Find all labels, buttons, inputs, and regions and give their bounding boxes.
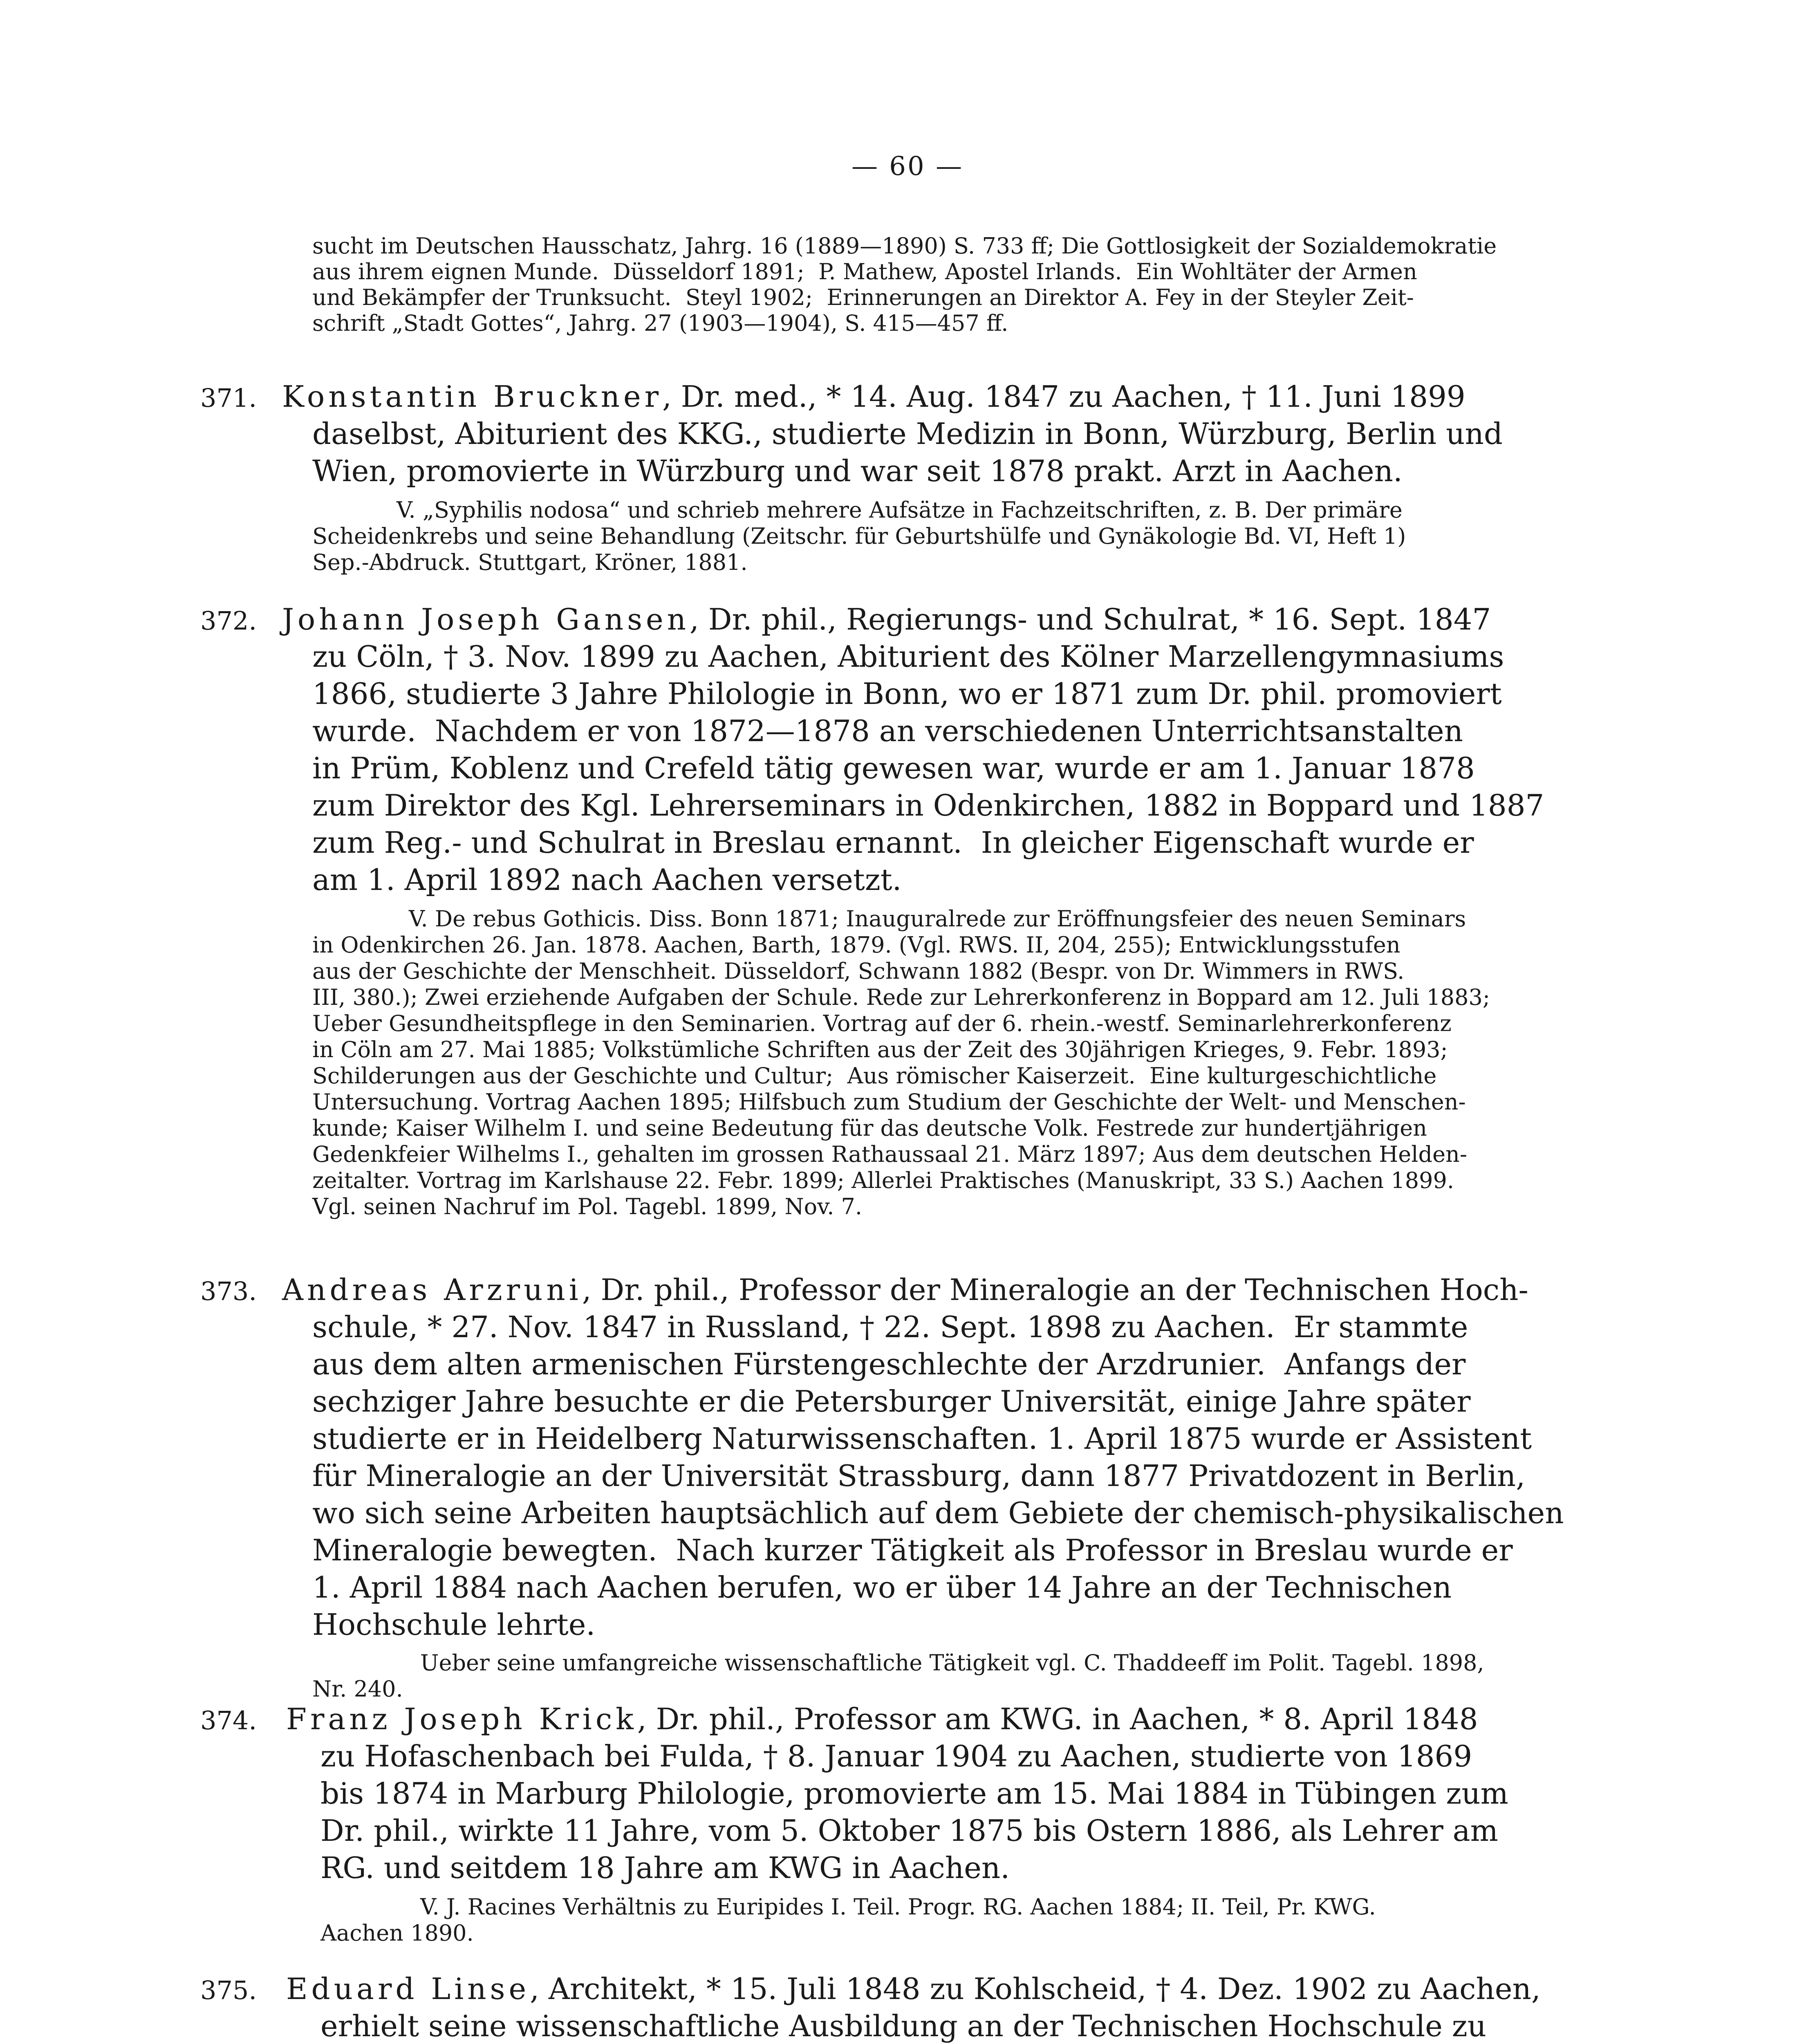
entry-number: 374.: [200, 1706, 257, 1735]
person-name: Andreas Arzruni: [282, 1273, 582, 1307]
entry-text: wo sich seine Arbeiten hauptsächlich auf dem Gebiete der chemisch-physikalischen: [312, 1496, 1564, 1530]
bib-line: kunde; Kaiser Wilhelm I. und seine Bedeutung für das deutsche Volk. Festrede zur hundertjährigen: [312, 1115, 1427, 1141]
entry-text: Wien, promovierte in Würzburg und war seit 1878 prakt. Arzt in Aachen.: [312, 454, 1403, 488]
entry-text: Hochschule lehrte.: [312, 1607, 596, 1642]
entry-text: daselbst, Abiturient des KKG., studierte Medizin in Bonn, Würzburg, Berlin und: [312, 417, 1503, 451]
entry-text: sechziger Jahre besuchte er die Petersburger Universität, einige Jahre später: [312, 1384, 1471, 1419]
bib-line: Ueber Gesundheitspflege in den Seminarien. Vortrag auf der 6. rhein.-westf. Seminarlehrerkonferenz: [312, 1011, 1452, 1036]
person-name: Franz Joseph Krick: [286, 1702, 637, 1736]
entry-text: zu Hofaschenbach bei Fulda, † 8. Januar 1904 zu Aachen, studierte von 1869: [320, 1739, 1472, 1773]
entry-text: wurde. Nachdem er von 1872—1878 an verschiedenen Unterrichtsanstalten: [312, 714, 1463, 748]
entry-text: in Prüm, Koblenz und Crefeld tätig gewesen war, wurde er am 1. Januar 1878: [312, 751, 1475, 785]
bib-line: Sep.-Abdruck. Stuttgart, Kröner, 1881.: [312, 549, 748, 575]
bib-line: Gedenkfeier Wilhelms I., gehalten im grossen Rathaussaal 21. März 1897; Aus dem deutschen Helden-: [312, 1141, 1468, 1167]
entry-text: Mineralogie bewegten. Nach kurzer Tätigkeit als Professor in Breslau wurde er: [312, 1533, 1513, 1567]
entry-text: , Dr. phil., Regierungs- und Schulrat, * 16. Sept. 1847: [690, 602, 1491, 637]
bib-line: Aachen 1890.: [320, 1920, 474, 1946]
entry-heading: [286, 1701, 1478, 1738]
bib-line: in Cöln am 27. Mai 1885; Volkstümliche Schriften aus der Zeit des 30jährigen Krieges, 9. Febr. 1893;: [312, 1037, 1448, 1062]
bib-line: aus der Geschichte der Menschheit. Düsseldorf, Schwann 1882 (Bespr. von Dr. Wimmers in RWS.: [312, 958, 1405, 984]
entry-text: zum Reg.- und Schulrat in Breslau ernannt. In gleicher Eigenschaft wurde er: [312, 825, 1474, 860]
entry-heading: [282, 378, 1465, 415]
bib-line: Schilderungen aus der Geschichte und Cultur; Aus römischer Kaiserzeit. Eine kulturgeschichtliche: [312, 1063, 1437, 1089]
entry-text: am 1. April 1892 nach Aachen versetzt.: [312, 863, 902, 897]
bib-line: V. „Syphilis nodosa“ und schrieb mehrere Aufsätze in Fachzeitschriften, z. B. Der primäre: [397, 497, 1403, 523]
entry-text: zu Cöln, † 3. Nov. 1899 zu Aachen, Abiturient des Kölner Marzellengymnasiums: [312, 639, 1504, 674]
bib-line: schrift „Stadt Gottes“, Jahrg. 27 (1903—1904), S. 415—457 ff.: [312, 310, 1008, 336]
bib-line: zeitalter. Vortrag im Karlshause 22. Febr. 1899; Allerlei Praktisches (Manuskript, 33 S.) Aachen 1899.: [312, 1168, 1454, 1193]
bib-line: in Odenkirchen 26. Jan. 1878. Aachen, Barth, 1879. (Vgl. RWS. II, 204, 255); Entwicklungsstufen: [312, 932, 1400, 958]
bib-line: V. De rebus Gothicis. Diss. Bonn 1871; Inauguralrede zur Eröffnungsfeier des neuen Seminars: [409, 906, 1466, 932]
entry-heading: [282, 601, 1491, 638]
entry-text: bis 1874 in Marburg Philologie, promovierte am 15. Mai 1884 in Tübingen zum: [320, 1776, 1508, 1811]
bib-line: Ueber seine umfangreiche wissenschaftliche Tätigkeit vgl. C. Thaddeeff im Polit. Tagebl. 1898,: [420, 1650, 1484, 1676]
bib-line: Scheidenkrebs und seine Behandlung (Zeitschr. für Geburtshülfe und Gynäkologie Bd. VI, Heft 1): [312, 523, 1406, 549]
entry-text: für Mineralogie an der Universität Strassburg, dann 1877 Privatdozent in Berlin,: [312, 1459, 1526, 1493]
person-name: Konstantin Bruckner: [282, 379, 663, 414]
bib-line: und Bekämpfer der Trunksucht. Steyl 1902; Erinnerungen an Direktor A. Fey in der Steyler Zeit-: [312, 285, 1414, 310]
entry-text: schule, * 27. Nov. 1847 in Russland, † 22. Sept. 1898 zu Aachen. Er stammte: [312, 1310, 1468, 1344]
entry-heading: [286, 1970, 1541, 2008]
bib-line: Nr. 240.: [312, 1676, 403, 1702]
bib-line: III, 380.); Zwei erziehende Aufgaben der Schule. Rede zur Lehrerkonferenz in Boppard am 12. Juli 1883;: [312, 984, 1490, 1010]
entry-text: RG. und seitdem 18 Jahre am KWG in Aachen.: [320, 1851, 1010, 1885]
entry-text: erhielt seine wissenschaftliche Ausbildung an der Technischen Hochschule zu: [320, 2009, 1487, 2043]
entry-number: 373.: [200, 1276, 257, 1306]
entry-text: aus dem alten armenischen Fürstengeschlechte der Arzdrunier. Anfangs der: [312, 1347, 1466, 1381]
entry-number: 371.: [200, 383, 257, 413]
entry-text: Dr. phil., wirkte 11 Jahre, vom 5. Oktober 1875 bis Ostern 1886, als Lehrer am: [320, 1813, 1498, 1848]
entry-text: 1. April 1884 nach Aachen berufen, wo er über 14 Jahre an der Technischen: [312, 1570, 1452, 1605]
entry-text: , Architekt, * 15. Juli 1848 zu Kohlscheid, † 4. Dez. 1902 zu Aachen,: [530, 1972, 1541, 2006]
entry-text: , Dr. med., * 14. Aug. 1847 zu Aachen, † 11. Juni 1899: [662, 379, 1465, 414]
page-number: — 60 —: [851, 151, 964, 182]
entry-text: studierte er in Heidelberg Naturwissenschaften. 1. April 1875 wurde er Assistent: [312, 1421, 1532, 1456]
bib-line: sucht im Deutschen Hausschatz, Jahrg. 16 (1889—1890) S. 733 ff; Die Gottlosigkeit der Sozialdemokratie: [312, 233, 1497, 259]
bib-line: Vgl. seinen Nachruf im Pol. Tagebl. 1899, Nov. 7.: [312, 1194, 863, 1219]
entry-number: 375.: [200, 1975, 257, 2005]
entry-text: 1866, studierte 3 Jahre Philologie in Bonn, wo er 1871 zum Dr. phil. promoviert: [312, 677, 1502, 711]
person-name: Johann Joseph Gansen: [282, 602, 690, 637]
entry-number: 372.: [200, 606, 257, 636]
bib-line: V. J. Racines Verhältnis zu Euripides I. Teil. Progr. RG. Aachen 1884; II. Teil, Pr. KWG.: [420, 1894, 1376, 1920]
entry-text: , Dr. phil., Professor am KWG. in Aachen, * 8. April 1848: [637, 1702, 1478, 1736]
entry-heading: [282, 1271, 1528, 1309]
person-name: Eduard Linse: [286, 1972, 530, 2006]
bib-line: Untersuchung. Vortrag Aachen 1895; Hilfsbuch zum Studium der Geschichte der Welt- und Menschen-: [312, 1089, 1466, 1115]
entry-text: , Dr. phil., Professor der Mineralogie an der Technischen Hoch-: [582, 1273, 1528, 1307]
entry-text: zum Direktor des Kgl. Lehrerseminars in Odenkirchen, 1882 in Boppard und 1887: [312, 788, 1544, 823]
bib-line: aus ihrem eignen Munde. Düsseldorf 1891; P. Mathew, Apostel Irlands. Ein Wohltäter der Armen: [312, 259, 1417, 285]
